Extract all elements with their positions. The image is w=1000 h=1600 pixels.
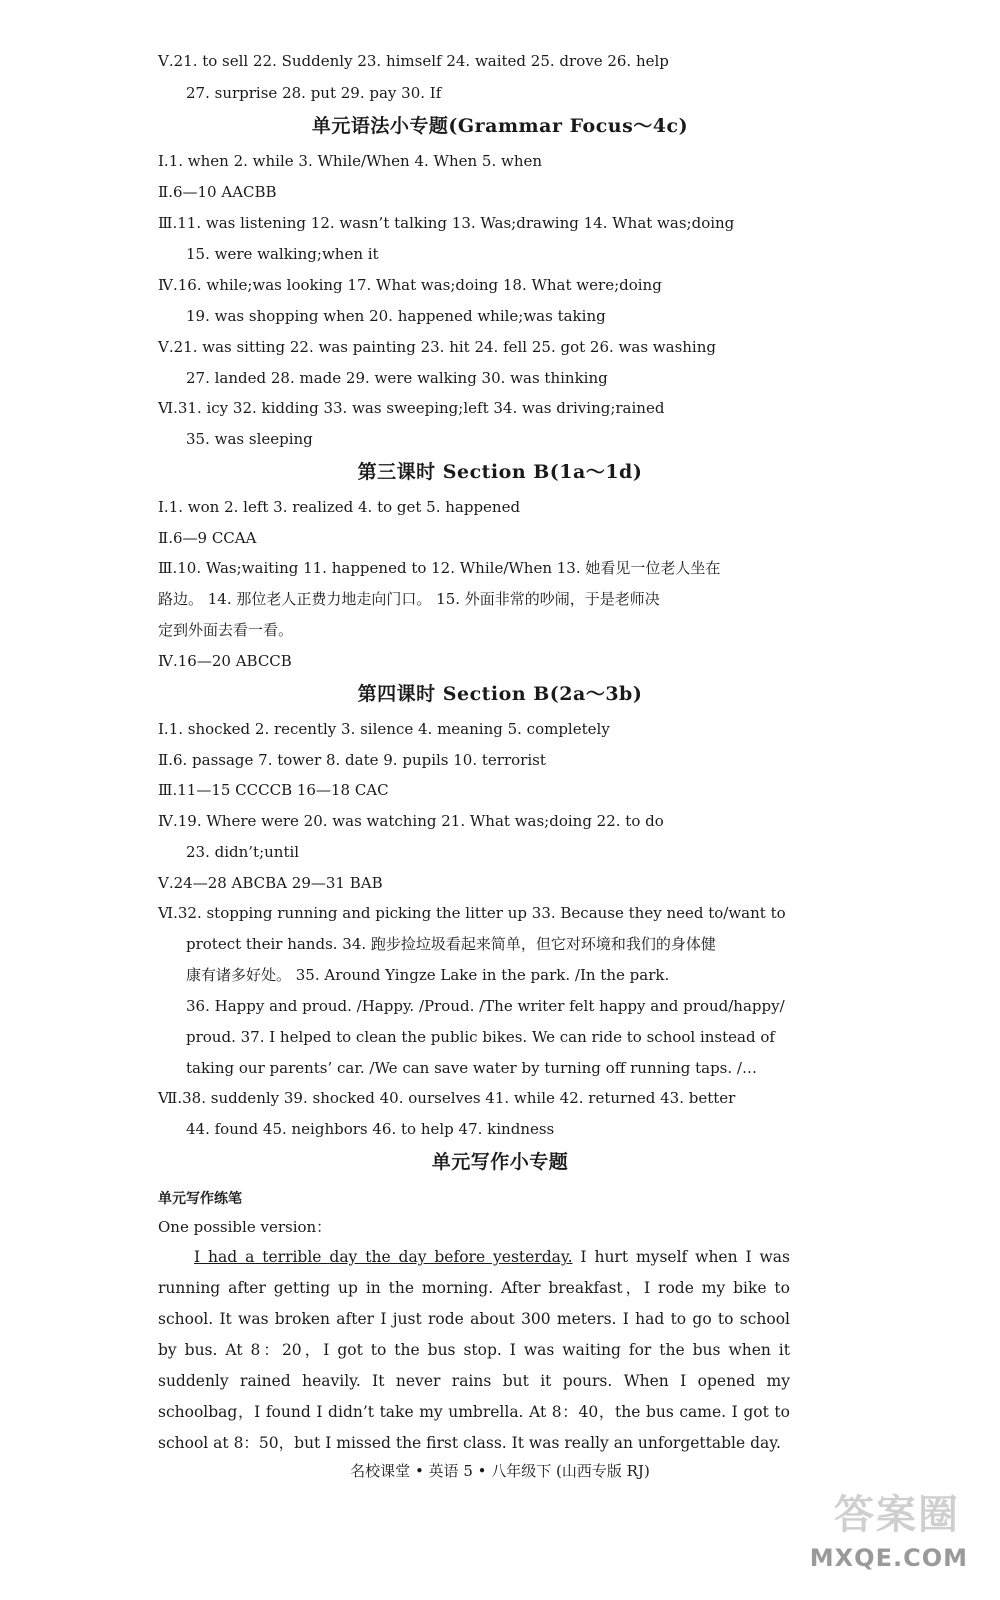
answer-line: 35. was sleeping	[186, 430, 313, 448]
answer-line: Ⅲ.11—15 CCCCB 16—18 CAC	[158, 781, 389, 799]
answer-line: Ⅰ.1. when 2. while 3. While/When 4. When 5. when	[158, 152, 543, 170]
answer-line: Ⅱ.6. passage 7. tower 8. date 9. pupils 10. terrorist	[158, 751, 546, 769]
answer-line: 康有诸多好处。 35. Around Yingze Lake in the park. /In the park.	[186, 966, 670, 984]
answer-line: Ⅵ.32. stopping running and picking the litter up 33. Because they need to/want to	[158, 904, 786, 922]
answer-line: Ⅳ.16—20 ABCCB	[158, 652, 292, 670]
answer-line: Ⅵ.31. icy 32. kidding 33. was sweeping;left 34. was driving;rained	[158, 399, 665, 417]
answer-line: Ⅱ.6—10 AACBB	[158, 183, 277, 201]
answer-line: 19. was shopping when 20. happened while;was taking	[186, 307, 606, 325]
section-heading-grammar: 单元语法小专题(Grammar Focus～4c)	[311, 115, 689, 137]
answer-line: Ⅴ.21. was sitting 22. was painting 23. hit 24. fell 25. got 26. was washing	[158, 338, 716, 356]
answer-line: 44. found 45. neighbors 46. to help 47. kindness	[186, 1120, 555, 1138]
answer-line: Ⅲ.11. was listening 12. wasn’t talking 13. Was;drawing 14. What was;doing	[158, 214, 735, 232]
answer-line: Ⅰ.1. shocked 2. recently 3. silence 4. meaning 5. completely	[158, 720, 610, 738]
writing-subtitle: 单元写作练笔	[158, 1191, 242, 1207]
sample-essay	[158, 1242, 790, 1459]
answer-line: Ⅶ.38. suddenly 39. shocked 40. ourselves 41. while 42. returned 43. better	[158, 1089, 736, 1107]
answer-line: 15. were walking;when it	[186, 245, 379, 263]
essay-body: I hurt myself when I was running after getting up in the morning. After breakfast，I rode my bike to school. It was broken after I just rode about 300 meters. I had to go to school by bus. At 8：20，I got to the bus stop. I was waiting for the bus when it suddenly rained heavily. It never rains but it pours. When I opened my schoolbag，I found I didn’t take my umbrella. At 8：40，the bus came. I got to school at 8：50，but I missed the first class. It was really an unforgettable day.	[158, 1248, 790, 1452]
answer-line: 23. didn’t;until	[186, 843, 300, 861]
section-heading-writing: 单元写作小专题	[431, 1151, 569, 1173]
answer-line: 27. landed 28. made 29. were walking 30. was thinking	[186, 369, 608, 387]
section-heading-lesson3: 第三课时 Section B(1a～1d)	[357, 461, 643, 483]
writing-intro: One possible version：	[158, 1218, 332, 1236]
answer-line: Ⅴ.21. to sell 22. Suddenly 23. himself 24. waited 25. drove 26. help	[158, 52, 669, 70]
answer-line: Ⅲ.10. Was;waiting 11. happened to 12. While/When 13. 她看见一位老人坐在	[158, 559, 721, 577]
answer-line: 27. surprise 28. put 29. pay 30. If	[186, 84, 442, 102]
answer-line: 36. Happy and proud. /Happy. /Proud. /The writer felt happy and proud/happy/	[186, 997, 785, 1015]
answer-line: 路边。 14. 那位老人正费力地走向门口。 15. 外面非常的吵闹，于是老师决	[158, 590, 660, 608]
answer-line: proud. 37. I helped to clean the public bikes. We can ride to school instead of	[186, 1028, 775, 1046]
answer-line: Ⅳ.19. Where were 20. was watching 21. What was;doing 22. to do	[158, 812, 664, 830]
essay-topic-sentence: I had a terrible day the day before yesterday.	[194, 1248, 573, 1266]
watermark-logo-text: 答案圈	[834, 1492, 960, 1538]
answer-line: Ⅴ.24—28 ABCBA 29—31 BAB	[158, 874, 383, 892]
answer-line: protect their hands. 34. 跑步捡垃圾看起来简单，但它对环境和我们的身体健	[186, 935, 716, 953]
answer-line: Ⅳ.16. while;was looking 17. What was;doing 18. What were;doing	[158, 276, 662, 294]
page-footer: 名校课堂 • 英语 5 • 八年级下 (山西专版 RJ)	[350, 1462, 650, 1480]
answer-line: 定到外面去看一看。	[158, 621, 294, 639]
answer-line: Ⅱ.6—9 CCAA	[158, 529, 257, 547]
section-heading-lesson4: 第四课时 Section B(2a～3b)	[357, 683, 643, 705]
watermark-url: MXQE.COM	[809, 1544, 968, 1572]
answer-line: taking our parents’ car. /We can save water by turning off running taps. /…	[186, 1059, 757, 1077]
answer-line: Ⅰ.1. won 2. left 3. realized 4. to get 5. happened	[158, 498, 521, 516]
